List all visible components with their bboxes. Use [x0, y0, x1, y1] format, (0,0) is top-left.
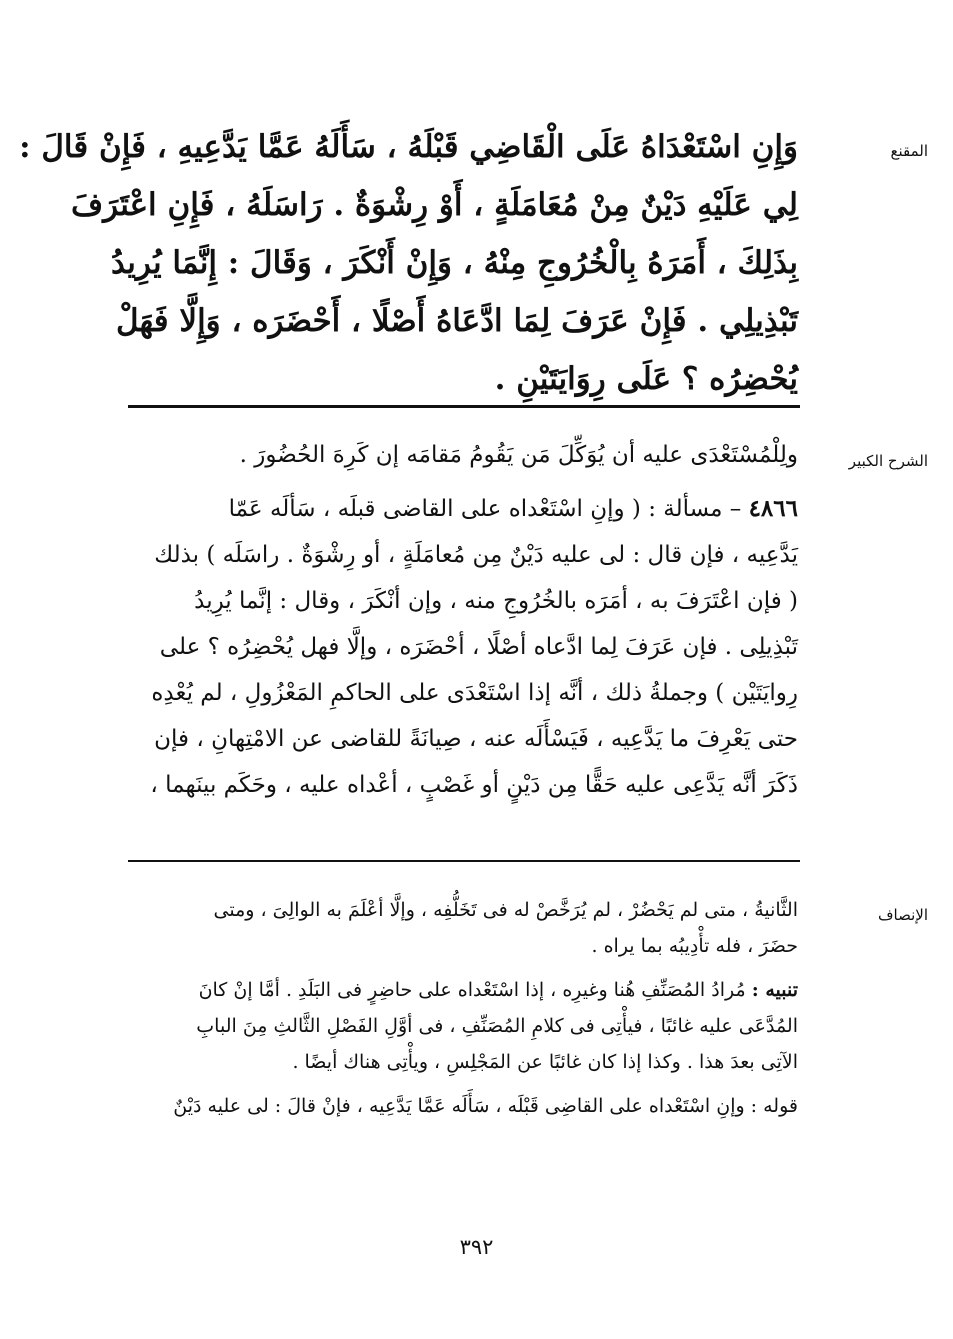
sharh-issue-line: [128, 486, 798, 532]
page-number: ٣٩٢: [459, 1235, 494, 1259]
paragraph-gap: [128, 1080, 798, 1088]
muqni-line: يُحْضِرُه ؟ عَلَى رِوَايَتَيْنِ .: [494, 361, 798, 397]
muqni-line: بِذَلِكَ ، أَمَرَهُ بِالْخُرُوجِ مِنْهُ ، وَإِنْ أَنْكَرَ ، وَقَالَ : إِنَّمَا يُرِيدُ: [110, 245, 798, 281]
sharh-text-block: [128, 432, 798, 808]
insaf-line: الثَّانيةُ ، متى لم يَحْضُرْ ، لم يُرَخَّصْ له فى تَخَلُّفِه ، وإلَّا أعْلَمَ به الوالِىَ ، ومتى: [213, 899, 798, 921]
paragraph-gap: [128, 478, 798, 486]
side-label-sharh: الشرح الكبير: [848, 452, 928, 470]
muqni-text-block: [19, 118, 798, 408]
sharh-line: يَدَّعِيه ، فإن قال : لى عليه دَيْنٌ مِن مُعامَلَةٍ ، أو رِشْوَةٌ . راسَلَه ) بذلك: [154, 542, 798, 568]
tanbih-text: مُرادُ المُصَنِّفِ هُنا وغيرِه ، إذا اسْتَعْداه على حاضِرٍ فى البَلَدِ . أمَّا إنْ كانَ: [198, 979, 746, 1001]
sharh-line: ( فإن اعْتَرَفَ به ، أمَرَه بالخُرُوجِ منه ، وإن أنْكَرَ ، وقال : إنَّما يُرِيدُ: [194, 588, 798, 614]
sharh-line: حتى يَعْرِفَ ما يَدَّعِيه ، فَيَسْأَلَه عنه ، صِيانَةً للقاضى عن الامْتِهانِ ، فإن: [154, 726, 798, 752]
tanbih-line: [128, 972, 798, 1008]
insaf-line: المُدَّعَى عليه غائبًا ، فيأْتِى فى كلامِ المُصَنِّفِ ، فى أوَّلِ الفَصْلِ الثَّالثِ مِنَ البابِ: [196, 1015, 798, 1037]
issue-number: ٤٨٦٦: [748, 495, 798, 522]
muqni-line: وَإِنِ اسْتَعْدَاهُ عَلَى الْقَاضِي قَبْلَهُ ، سَأَلَهُ عَمَّا يَدَّعِيهِ ، فَإِنْ قَالَ :: [19, 129, 798, 165]
side-label-insaf: الإنصاف: [877, 906, 928, 924]
paragraph-gap: [128, 964, 798, 972]
insaf-text-block: [128, 892, 798, 1124]
sharh-line: رِوايَتَيْن ) وجملةُ ذلك ، أنَّه إذا اسْتَعْدَى على الحاكمِ المَعْزُولِ ، لم يُعْدِه: [151, 680, 798, 706]
muqni-line: لِي عَلَيْهِ دَيْنٌ مِنْ مُعَامَلَةٍ ، أَوْ رِشْوَةٌ . رَاسَلَهُ ، فَإِنِ اعْتَرَفَ: [70, 187, 798, 223]
insaf-line: الآتِى بعدَ هذا . وكذا إذا كان غائبًا عن المَجْلِسِ ، ويأْتِى هناك أيضًا .: [292, 1051, 798, 1073]
tanbih-label: تنبيه :: [751, 979, 798, 1001]
side-label-muqni: المقنع: [890, 142, 928, 160]
muqni-line: تَبْذِيلِي . فَإِنْ عَرَفَ لِمَا ادَّعَاهُ أَصْلًا ، أَحْضَرَه ، وَإِلَّا فَهَلْ: [116, 303, 798, 339]
section-divider-thin: [128, 860, 800, 862]
insaf-line: حضَرَ ، فله تأْدِيبُه بما يراه .: [591, 935, 798, 957]
section-divider-thick: [128, 405, 800, 408]
issue-heading-text: – مسألة : ( وإنِ اسْتَعْداه على القاضى قبلَه ، سَألَه عَمّا: [228, 496, 742, 522]
qawluhu-line: قوله : وإنِ اسْتَعْداه على القاضِى قَبْلَه ، سَأَلَه عَمَّا يَدَّعِيه ، فإنْ قالَ : لى عليه دَيْنٌ: [173, 1095, 798, 1117]
sharh-line: تَبْذِيلِى . فإن عَرَفَ لِما ادَّعاه أصْلًا ، أحْضَرَه ، وإلَّا فهل يُحْضِرُه ؟ على: [159, 634, 798, 660]
sharh-line: ذَكَرَ أنَّه يَدَّعِى عليه حَقًّا مِن دَيْنٍ أو غَصْبٍ ، أعْداه عليه ، وحَكَم بينَهما ،: [150, 772, 798, 798]
sharh-first-line: ولِلْمُسْتَعْدَى عليه أن يُوَكِّلَ مَن يَقُومُ مَقامَه إن كَرِهَ الحُضُورَ .: [239, 442, 798, 468]
